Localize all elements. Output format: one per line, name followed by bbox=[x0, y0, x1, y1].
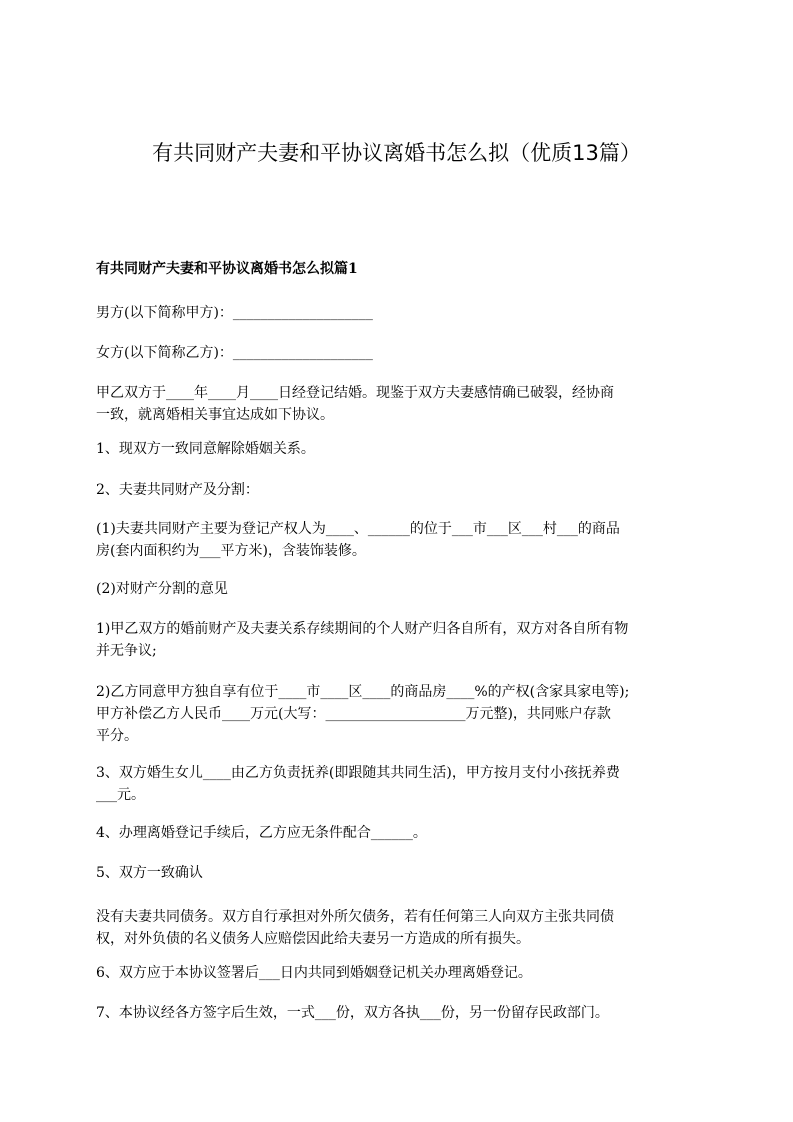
paragraph-line: 没有夫妻共同债务。双方自行承担对外所欠债务，若有任何第三人向双方主张共同债 bbox=[96, 909, 614, 925]
paragraph-item-2 bbox=[96, 681, 700, 747]
paragraph-line: 一致，就离婚相关事宜达成如下协议。 bbox=[96, 407, 334, 423]
paragraph-line: 1)甲乙双方的婚前财产及夫妻关系存续期间的个人财产归各自所有，双方对各自所有物 bbox=[96, 621, 629, 637]
document-title: 有共同财产夫妻和平协议离婚书怎么拟（优质13篇） bbox=[152, 141, 641, 165]
paragraph-marriage bbox=[96, 382, 700, 426]
paragraph-line: 房(套内面积约为___平方米)，含装饰装修。 bbox=[96, 543, 366, 559]
paragraph-line: ___元。 bbox=[96, 787, 145, 803]
paragraph-clause-1 bbox=[96, 438, 700, 460]
paragraph-line: 权，对外负债的名义债务人应赔偿因此给夫妻另一方造成的所有损失。 bbox=[96, 931, 530, 947]
paragraph-line: 5、双方一致确认 bbox=[96, 865, 203, 881]
paragraph-line: 甲乙双方于____年____月____日经登记结婚。现鉴于双方夫妻感情确已破裂，经协商 bbox=[96, 385, 614, 401]
paragraph-clause-7 bbox=[96, 1002, 700, 1024]
paragraph-clause-5 bbox=[96, 862, 700, 884]
paragraph-line: 3、双方婚生女儿____由乙方负责抚养(即跟随其共同生活)，甲方按月支付小孩抚养费 bbox=[96, 765, 620, 781]
paragraph-line: 2、夫妻共同财产及分割： bbox=[96, 482, 259, 498]
paragraph-clause-2-2 bbox=[96, 578, 700, 600]
paragraph-line: 女方(以下简称乙方)：____________________ bbox=[96, 345, 373, 361]
paragraph-line: 男方(以下简称甲方)：____________________ bbox=[96, 305, 373, 321]
paragraph-line: 6、双方应于本协议签署后___日内共同到婚姻登记机关办理离婚登记。 bbox=[96, 965, 532, 981]
paragraph-clause-2-1 bbox=[96, 518, 700, 562]
paragraph-husband bbox=[96, 302, 700, 324]
paragraph-line: 1、现双方一致同意解除婚姻关系。 bbox=[96, 441, 315, 457]
paragraph-wife bbox=[96, 342, 700, 364]
paragraph-line: 甲方补偿乙方人民币____万元(大写：____________________万元整)，共同账户存款 bbox=[96, 706, 611, 722]
paragraph-clause-4 bbox=[96, 822, 700, 844]
section-heading: 有共同财产夫妻和平协议离婚书怎么拟篇1 bbox=[96, 261, 358, 277]
paragraph-line: (1)夫妻共同财产主要为登记产权人为____、______的位于___市___区___村___的商品 bbox=[96, 521, 620, 537]
paragraph-line: 2)乙方同意甲方独自享有位于____市____区____的商品房____%的产权(含家具家电等); bbox=[96, 684, 630, 700]
paragraph-line: 7、本协议经各方签字后生效，一式___份，双方各执___份，另一份留存民政部门。 bbox=[96, 1005, 609, 1021]
paragraph-item-1 bbox=[96, 618, 700, 662]
paragraph-line: 平分。 bbox=[96, 728, 138, 744]
paragraph-debts bbox=[96, 906, 700, 950]
paragraph-line: (2)对财产分割的意见 bbox=[96, 581, 228, 597]
paragraph-line: 并无争议; bbox=[96, 643, 157, 659]
paragraph-clause-2 bbox=[96, 479, 700, 501]
paragraph-clause-6 bbox=[96, 962, 700, 984]
paragraph-clause-3 bbox=[96, 762, 700, 806]
paragraph-line: 4、办理离婚登记手续后，乙方应无条件配合______。 bbox=[96, 825, 427, 841]
